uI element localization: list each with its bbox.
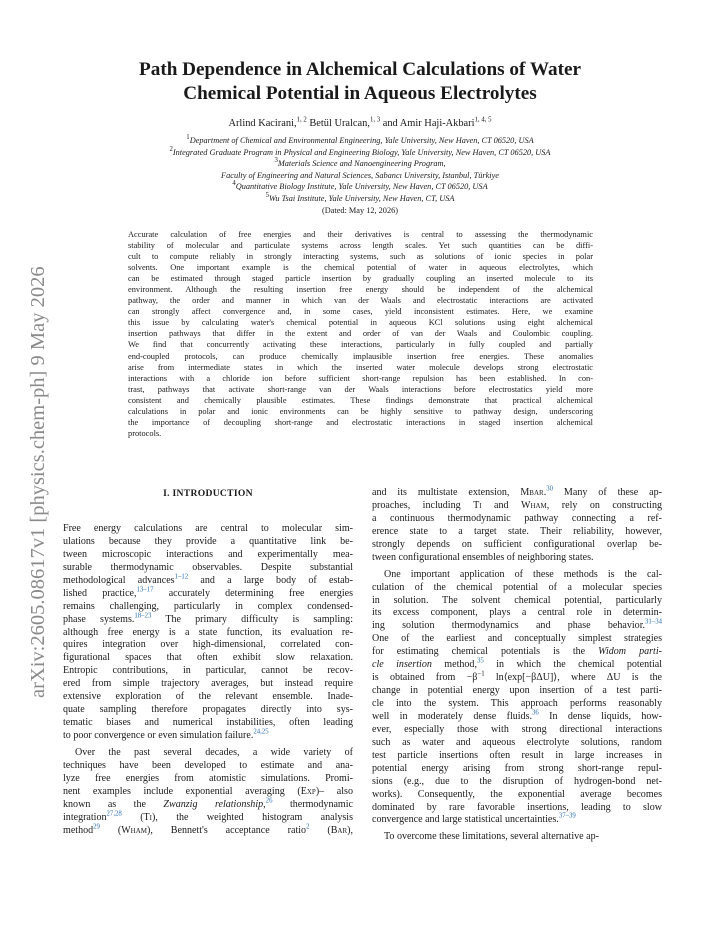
affiliations [40,135,680,216]
affiliation-4-number: 4 [232,180,236,188]
italic-term: cle insertion [372,659,432,671]
text: and a large body of estab- [188,574,354,586]
body-line [63,575,353,588]
author-2: Betül Uralcan, [306,118,370,129]
abstract-line: consistent and chemically plausible estimates. These findings demonstrate that practical alchemical [128,395,593,405]
body-line: erence state to a target state. Their reliability, however, [372,525,662,537]
affiliation-3-number: 3 [274,157,278,165]
body-line: Entropic contributions, in particular, cannot be recov- [63,665,353,677]
method-abbrev: Ti [143,811,153,823]
text: thermodynamic [272,798,353,810]
affiliation-3-cont [40,170,680,182]
citation-link[interactable]: 24,25 [253,728,269,736]
citation-link[interactable]: 18–23 [134,612,152,620]
affiliation-4-text: Quantitative Biology Institute, Yale University, New Haven, CT 06520, USA [235,182,488,192]
text: for estimating chemical potentials is the [372,646,599,658]
abstract-line: stability of molecular and particulate systems across length scales. Yet such quantities can be diffi- [128,241,593,251]
text: nent examples include exponential averaging ( [63,785,301,797]
author-list [60,118,660,129]
arxiv-id-text: arXiv:2605.08617v1 [physics.chem-ph] 9 May 2026 [27,266,49,698]
text: in which the chemical potential [483,659,662,671]
method-abbrev: Wham [520,499,547,511]
citation-link[interactable]: 2 [306,823,310,831]
citation-link[interactable]: 29 [93,823,100,831]
title-line-2: Chemical Potential in Aqueous Electrolytes [183,83,537,104]
body-line [63,812,353,825]
text: . [543,487,547,498]
author-1: Arlind Kacirani, [228,118,297,129]
affiliation-5-text: Wu Tsai Institute, Yale University, New Haven, CT, USA [268,193,455,203]
author-2-affil: 1, 3 [369,116,381,124]
text: )– also [315,785,353,797]
body-line: surable thermodynamic observables. Despite substantial [63,561,353,573]
body-line: change in potential energy upon insertion of a test parti- [372,685,662,697]
body-line: cle into the system. This approach performs reasonably [372,698,662,709]
text: ( [99,824,122,836]
exponent: −1 [477,670,485,678]
text: ), Bennett's acceptance ratio [147,824,307,836]
abstract-line: insertion pathways that differ in the extent and order of van der Waals and Coulombic coupling. [128,329,593,339]
abstract-line: We find that concurrently activating these interactions, particularly in fully coupled and partially [128,340,593,350]
abstract-line: solvents. One important example is the chemical potential of water in aqueous electrolytes, which [128,263,593,273]
affiliation-2 [40,147,680,159]
title-line-1: Path Dependence in Alchemical Calculations of Water [139,59,581,80]
abstract [128,229,593,439]
abstract-line: end-coupled protocols, can produce chemically implausible insertion free energies. These anomalies [128,351,593,361]
body-line: such as water and aqueous electrolyte solutions, random [372,736,662,748]
body-line: in solution. The solvent chemical potential, particularly [372,594,662,606]
method-abbrev: Exp [300,785,316,797]
text: , rely on constructing [546,499,662,511]
abstract-line: trast, pathways that activate short-range van der Waals interactions before electrostatics yield more [128,384,593,394]
body-line: culation of the chemical potential of a molecular species [372,581,662,593]
text: method, [431,659,477,671]
italic-term: Zwanzig relationship [163,798,264,810]
citation-link[interactable]: 26 [265,797,273,805]
affiliation-3-cont-text: Faculty of Engineering and Natural Sciences, Sabancı University, Istanbul, Türkiye [221,170,499,180]
text: ), [347,824,354,836]
section-heading-introduction: I. INTRODUCTION [163,488,253,499]
abstract-line: pathway, the order and manner in which van der Waals and electrostatic interactions are activated [128,296,593,306]
body-line: lyze free energies from atomistic simulations. Promi- [63,772,353,784]
abstract-line: Accurate calculation of free energies and their derivatives is central to assessing the thermodynamic [128,230,593,239]
body-line: tween microscopic interactions and experimentally mea- [63,548,353,560]
abstract-line: can strongly affect convergence and, in some cases, yield inconsistent estimates. Here, we examine [128,307,593,317]
body-line: techniques have been developed to estimate and ana- [63,759,353,771]
body-line: dominated by rare favorable insertions, leading to slow [372,801,662,813]
body-line: works). Consequently, the exponential average becomes [372,788,662,800]
body-line: quate sampling therefore propagates directly into sys- [63,704,353,716]
abstract-line: this issue by calculating water's chemical potential in aqueous KCl solutions using eight alchemical [128,318,593,328]
body-line: strongly depends on sufficient configurational overlap be- [372,538,662,550]
body-line: Over the past several decades, a wide variety of [75,746,353,758]
abstract-line: protocols. [128,428,162,438]
body-line [372,672,662,685]
abstract-line: interactions with a chloride ion before sufficient short-range repulsion has been established. In con- [128,373,593,383]
affiliation-5 [40,193,680,205]
affiliation-3 [40,158,680,170]
text: ), the weighted histogram analysis [152,811,353,823]
text: methodological advances [63,574,175,586]
body-line [63,730,353,743]
right-column [372,487,662,844]
body-line [63,588,353,601]
body-line: ever, especially those with strong directional interactions [372,723,662,735]
citation-link[interactable]: 37–39 [558,813,576,821]
author-1-affil: 1, 2 [296,116,307,124]
body-line: One important application of these methods is the cal- [384,568,662,580]
body-line: figurational spaces that often exhibit slow relaxation. [63,652,353,664]
citation-link[interactable]: 31–34 [645,619,662,627]
abstract-line: arise from intermediate states in which the inserted water molecule develops strong electrostatic [128,362,593,372]
text: and its multistate extension, [372,487,521,498]
italic-term: Widom parti- [598,646,662,658]
text: , [263,798,266,810]
text: to poor convergence or even simulation failure. [63,730,254,741]
body-line: quires integration over high-dimensional, correlated con- [63,639,353,651]
method-abbrev: Mbar [520,487,544,498]
text: is obtained from −β [372,672,478,684]
body-line [63,614,353,627]
arxiv-identifier-stamp [6,200,56,700]
method-abbrev: Ti [473,499,482,511]
text: lished practice, [63,587,137,599]
text: well in moderately dense fluids. [372,710,533,722]
text: phase systems. [63,613,135,625]
abstract-line: calculations in polar and ionic environments can be highly sensitive to pathway design, underscoring [128,406,593,416]
body-line: a continuous thermodynamic pathway connecting a ref- [372,512,662,524]
citation-link[interactable]: 13–17 [136,586,154,594]
body-line: extensive exploration of the relevant ensemble. Inade- [63,691,353,703]
citation-link[interactable]: 36 [532,709,539,717]
text: ln⟨exp[−βΔU]⟩, where ΔU is the [484,672,663,684]
body-line: ulations because they provide a quantitative link be- [63,535,353,547]
abstract-line: can be estimated through staged particle insertion by gradually coupling an inserted molecule to its [128,274,593,284]
abstract-line: cult to compute reliably in strongly interacting systems, such as solutions of ionic species in polar [128,252,593,262]
author-3-affil: 1, 4, 5 [474,116,492,124]
text: convergence and large statistical uncertainties. [372,814,559,826]
body-line [372,500,662,513]
body-line [372,814,662,827]
body-line: potential energy arising from strong short-range repul- [372,762,662,774]
affiliation-1-number: 1 [186,134,190,142]
text: accurately determining free energies [153,587,354,599]
body-line: To overcome these limitations, several alternative ap- [384,831,599,843]
citation-link[interactable]: 35 [476,657,484,665]
body-line [372,646,662,659]
text: Many of these ap- [553,487,662,498]
citation-link[interactable]: 1–12 [174,573,189,581]
text: and [481,499,521,511]
affiliation-2-number: 2 [169,145,173,153]
author-3: and Amir Haji-Akbari [380,118,475,129]
text: known as the [63,798,164,810]
abstract-line: environment. Although the resulting insertion free energy should be independent of the alchemical [128,285,593,295]
body-line: tween configurational ensembles of neighboring states. [372,551,594,563]
body-line: its excess component, plays a central role in determin- [372,607,662,619]
text: In dense liquids, how- [538,710,663,722]
body-line: sions (e.g., due to the disruption of hydrogen-bond net- [372,775,662,787]
affiliation-2-text: Integrated Graduate Program in Physical and Engineering Biology, Yale University, New Haven, CT 06520, USA [172,147,551,157]
body-line: tematic biases and numerical instabilities, often leading [63,717,353,729]
body-line: ered from simple trajectory averages, but instead require [63,678,353,690]
body-line [63,825,353,838]
body-line: test particle insertions often result in large increases in [372,749,662,761]
affiliation-4 [40,181,680,193]
body-line [372,711,662,724]
text: ( [309,824,331,836]
body-line: One of the earliest and conceptually simplest strategies [372,633,662,645]
body-line [372,659,662,672]
method-abbrev: Bar [330,824,348,836]
paper-title [60,58,660,106]
abstract-line: the importance of decoupling short-range and electrostatic interactions in staged insertion alchemical [128,417,593,427]
body-line [372,487,662,500]
affiliation-1 [40,135,680,147]
text: integration [63,811,107,823]
body-line [372,620,662,633]
affiliation-1-text: Department of Chemical and Environmental Engineering, Yale University, New Haven, CT 06520, USA [189,136,534,145]
text: proaches, including [372,499,474,511]
affiliation-3-text: Materials Science and Nanoengineering Program, [277,159,446,169]
text: ( [121,811,144,823]
body-line: although free energy is a state function, its evaluation re- [63,626,353,638]
citation-link[interactable]: 27,28 [106,810,122,818]
body-line [63,786,353,799]
text: method [63,824,94,836]
citation-link[interactable]: 30 [546,485,553,493]
text: ing solution thermodynamics and phase behavior. [372,620,645,632]
affiliation-5-number: 5 [265,192,269,200]
left-column [63,523,353,838]
body-line: Free energy calculations are central to molecular sim- [63,523,353,534]
dated-line: (Dated: May 12, 2026) [321,205,399,215]
body-line: remains challenging, particularly in complex condensed- [63,600,353,612]
text: The primary difficulty is sampling: [151,613,353,625]
method-abbrev: Wham [121,824,148,836]
